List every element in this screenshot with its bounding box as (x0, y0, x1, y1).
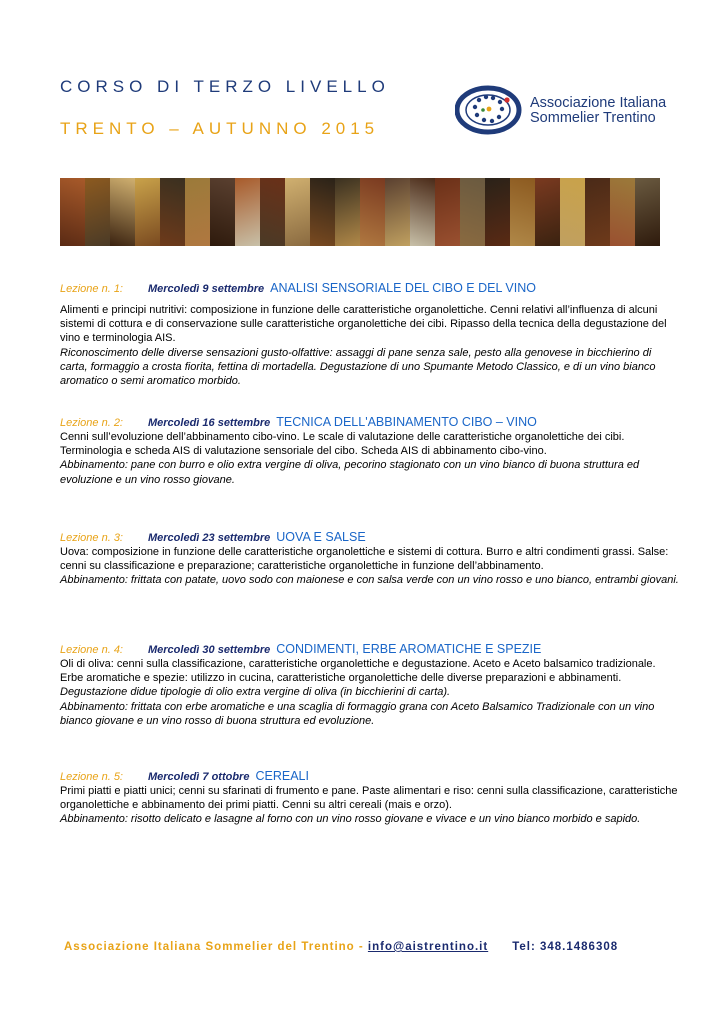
lesson-topic: CEREALI (255, 769, 309, 783)
food-photo-tile (110, 178, 135, 246)
food-photo-tile (635, 178, 660, 246)
food-photo-tile (160, 178, 185, 246)
food-photo-tile (485, 178, 510, 246)
page-subtitle: TRENTO – AUTUNNO 2015 (60, 119, 380, 138)
footer-org: Associazione Italiana Sommelier del Trentino - (64, 941, 368, 953)
lesson-topic: UOVA E SALSE (276, 530, 366, 544)
logo-line-2: Sommelier Trentino (530, 110, 656, 126)
food-photo-tile (435, 178, 460, 246)
lesson-number: Lezione n. 4: (60, 644, 123, 656)
lesson-body (60, 545, 680, 588)
food-photo-tile (385, 178, 410, 246)
lesson-note: Abbinamento: risotto delicato e lasagne al forno con un vino rosso giovane e vivace e un vino bianco morbido e sapido. (60, 813, 641, 826)
lesson-body (60, 303, 680, 388)
food-photo-tile (360, 178, 385, 246)
lesson-description: Cenni sull’evoluzione dell’abbinamento cibo-vino. Le scale di valutazione delle caratteristiche organolettiche dei cibi. Terminologia e scheda AIS di valutazione sensoriale del cibo. Scheda AIS di abbinamento cibo-vino. (60, 431, 625, 458)
lesson-topic: TECNICA DELL'ABBINAMENTO CIBO – VINO (276, 415, 537, 429)
lesson-topic: CONDIMENTI, ERBE AROMATICHE E SPEZIE (276, 642, 542, 656)
food-photo-tile (535, 178, 560, 246)
lesson-3 (60, 530, 680, 588)
lesson-note: Abbinamento: frittata con patate, uovo sodo con maionese e con salsa verde con un vino rosso e uno bianco, entrambi giovani. (60, 574, 679, 587)
lesson-note: Abbinamento: frittata con erbe aromatiche e una scaglia di formaggio grana con Aceto Balsamico Tradizionale con un vino bianco giovane e un vino rosso di buona struttura ed evoluzione. (60, 700, 655, 727)
lesson-header (60, 415, 680, 430)
lesson-date: Mercoledì 9 settembre (148, 283, 265, 295)
lesson-note: Abbinamento: pane con burro e olio extra vergine di oliva, pecorino stagionato con un vino bianco di buona struttura ed evoluzione e un vino rosso giovane. (60, 459, 640, 486)
food-photo-tile (585, 178, 610, 246)
lesson-number: Lezione n. 3: (60, 532, 123, 544)
lesson-note: Degustazione didue tipologie di olio extra vergine di oliva (in bicchierini di carta). (60, 686, 451, 699)
lesson-body (60, 430, 680, 487)
lesson-description: Uova: composizione in funzione delle caratteristiche organolettiche e sistemi di cottura. Burro e altri condimenti grassi. Salse: cenni su classificazione e preparazione; caratteristiche organolettiche in funzione dell’abbinamento. (60, 546, 669, 573)
lesson-description: Oli di oliva: cenni sulla classificazione, caratteristiche organolettiche e degustazione. Aceto e Aceto balsamico tradizionale. Erbe aromatiche e spezie: utilizzo in cucina, caratteristiche organolettiche delle diverse preparazioni e abbinamenti. (60, 658, 656, 685)
lesson-header (60, 530, 680, 545)
food-photo-collage (60, 178, 660, 246)
lesson-body (60, 657, 680, 728)
food-photo-tile (410, 178, 435, 246)
lesson-date: Mercoledì 23 settembre (148, 532, 271, 544)
food-photo-tile (235, 178, 260, 246)
lesson-date: Mercoledì 16 settembre (148, 417, 271, 429)
lesson-5 (60, 769, 680, 827)
footer-phone: Tel: 348.1486308 (512, 941, 619, 953)
food-photo-tile (60, 178, 85, 246)
footer-email-link[interactable]: info@aistrentino.it (367, 941, 489, 953)
lesson-number: Lezione n. 1: (60, 283, 123, 295)
food-photo-tile (285, 178, 310, 246)
page-title: CORSO DI TERZO LIVELLO (60, 77, 390, 96)
logo-text (530, 96, 666, 126)
lesson-date: Mercoledì 7 ottobre (148, 771, 250, 783)
lesson-header (60, 769, 680, 784)
lesson-body (60, 784, 680, 827)
lesson-number: Lezione n. 2: (60, 417, 123, 429)
lesson-number: Lezione n. 5: (60, 771, 123, 783)
food-photo-tile (85, 178, 110, 246)
lesson-4 (60, 642, 680, 728)
food-photo-tile (185, 178, 210, 246)
lesson-header (60, 642, 680, 657)
lesson-topic: ANALISI SENSORIALE DEL CIBO E DEL VINO (270, 281, 536, 295)
food-photo-tile (260, 178, 285, 246)
food-photo-tile (460, 178, 485, 246)
lesson-description: Alimenti e principi nutritivi: composizione in funzione delle caratteristiche organolettiche. Cenni relativi all’influenza di alcuni sistemi di cottura e di conservazione sulle caratteristiche organolettiche dei cibi. Ripasso della tecnica della degustazione del vino e terminologia AIS. (60, 304, 667, 345)
lesson-2 (60, 415, 680, 487)
lesson-date: Mercoledì 30 settembre (148, 644, 271, 656)
lesson-note: Riconoscimento delle diverse sensazioni gusto-olfattive: assaggi di pane senza sale, pesto alla genovese in bicchierino di carta, formaggio a crosta fiorita, fettina di mortadella. Degustazione di uno Spumante Metodo Classico, e di un vino bianco aromatico o semi aromatico morbido. (60, 346, 656, 388)
lesson-header (60, 281, 680, 296)
footer (64, 941, 664, 953)
logo-line-1: Associazione Italiana (530, 95, 667, 111)
food-photo-tile (610, 178, 635, 246)
food-photo-tile (135, 178, 160, 246)
food-photo-tile (210, 178, 235, 246)
lesson-1 (60, 281, 680, 388)
food-photo-tile (510, 178, 535, 246)
food-photo-tile (310, 178, 335, 246)
food-photo-tile (560, 178, 585, 246)
food-photo-tile (335, 178, 360, 246)
lesson-description: Primi piatti e piatti unici; cenni su sfarinati di frumento e pane. Paste alimentari e riso: cenni sulla classificazione, caratteristiche organolettiche e abbinamento dei primi piatti. Cenni su altri cereali (mais e orzo). (60, 785, 678, 812)
